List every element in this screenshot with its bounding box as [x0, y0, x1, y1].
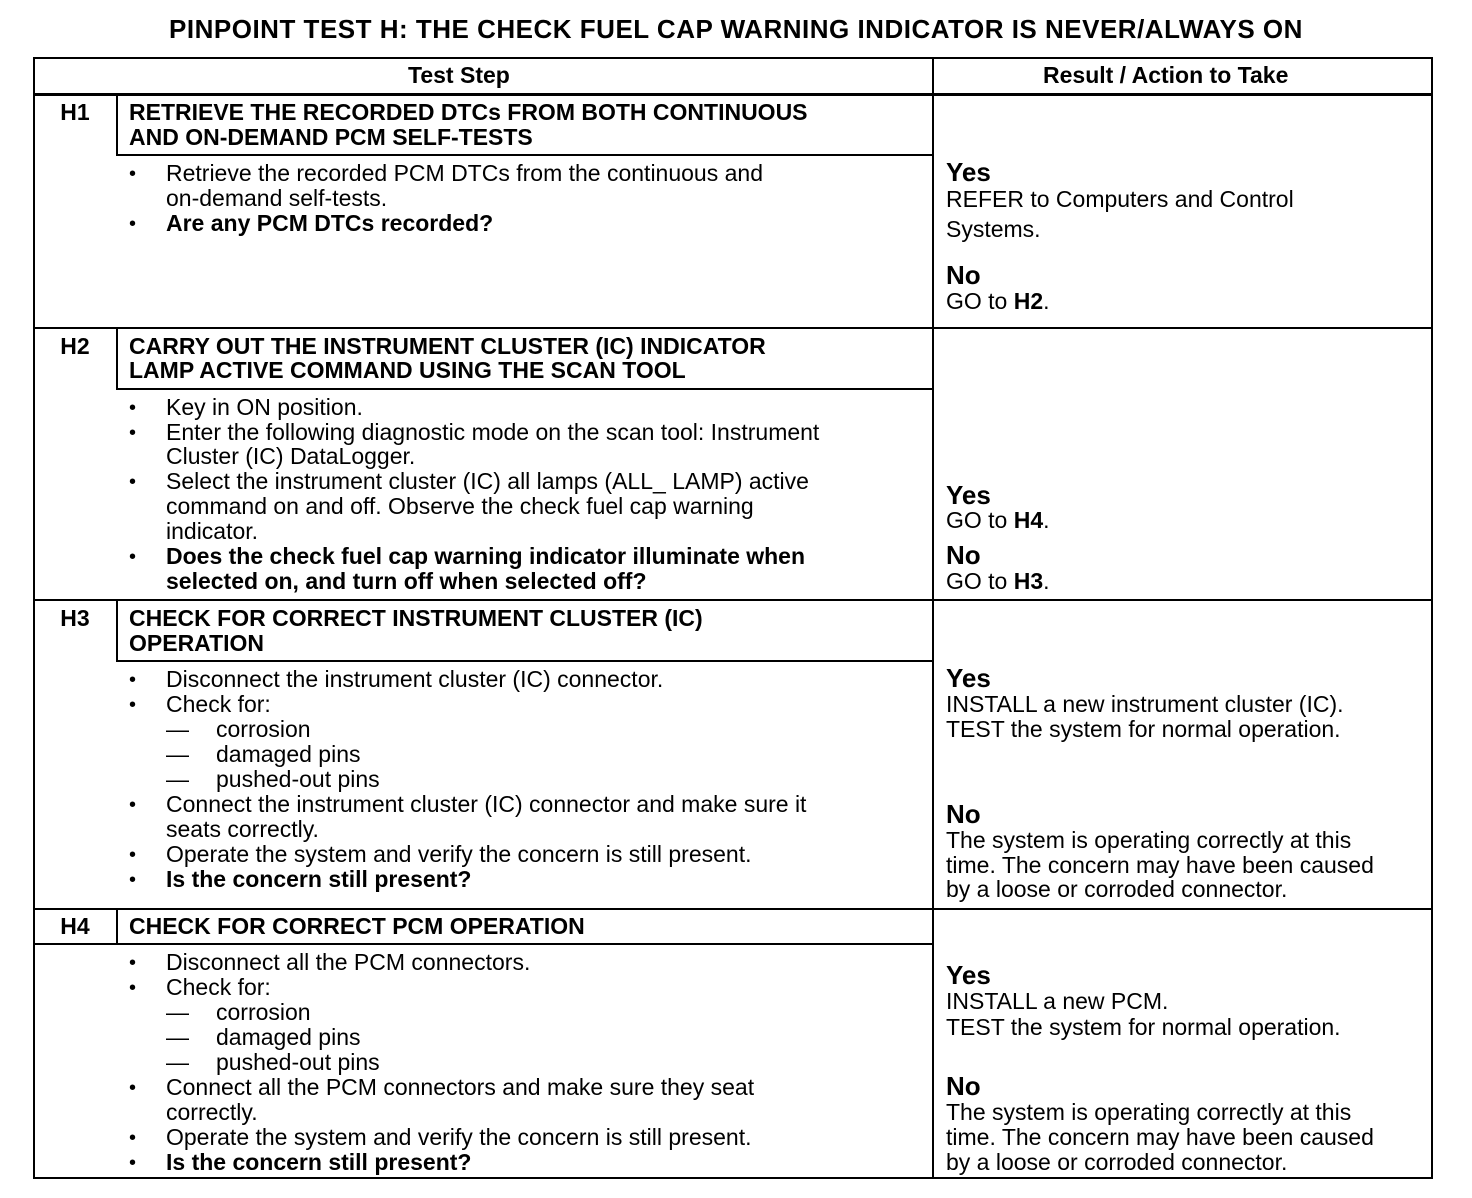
bullet-icon: •: [129, 794, 137, 816]
bullet-icon: •: [129, 163, 137, 185]
step-heading-divider: [116, 660, 933, 662]
dash-icon: —: [166, 1024, 189, 1050]
step-text: seats correctly.: [166, 816, 319, 842]
bullet-icon: •: [129, 546, 137, 568]
step-id: H1: [60, 99, 90, 125]
no-action: The system is operating correctly at this: [946, 827, 1352, 853]
pinpoint-test-table: [33, 57, 1433, 1179]
yes-label: Yes: [946, 480, 991, 510]
step-heading-line: RETRIEVE THE RECORDED DTCs FROM BOTH CONTINUOUS: [129, 99, 808, 125]
dash-icon: —: [166, 741, 189, 767]
step-heading-divider: [35, 943, 933, 945]
bullet-icon: •: [129, 952, 137, 974]
step-text: Key in ON position.: [166, 394, 363, 420]
step-question: selected on, and turn off when selected off?: [166, 568, 647, 594]
step-text: Operate the system and verify the concern is still present.: [166, 841, 752, 867]
step-question: Is the concern still present?: [166, 866, 472, 892]
yes-label: Yes: [946, 157, 991, 187]
bullet-icon: •: [129, 694, 137, 716]
step-question: Does the check fuel cap warning indicator illuminate when: [166, 543, 806, 569]
yes-label: Yes: [946, 663, 991, 693]
step-text: indicator.: [166, 518, 259, 544]
step-subitem: corrosion: [216, 716, 311, 742]
bullet-icon: •: [129, 1152, 137, 1174]
step-question: Is the concern still present?: [166, 1149, 472, 1175]
yes-action: TEST the system for normal operation.: [946, 716, 1341, 742]
step-text: Connect all the PCM connectors and make sure they seat: [166, 1074, 755, 1100]
yes-action: GO to H4.: [946, 507, 1050, 533]
step-text: Connect the instrument cluster (IC) connector and make sure it: [166, 791, 807, 817]
bullet-icon: •: [129, 869, 137, 891]
step-heading-divider: [116, 154, 933, 156]
header-test-step: Test Step: [408, 62, 510, 88]
step-text: Disconnect all the PCM connectors.: [166, 949, 531, 975]
step-heading-line: CHECK FOR CORRECT PCM OPERATION: [129, 913, 585, 939]
step-heading-line: CHECK FOR CORRECT INSTRUMENT CLUSTER (IC): [129, 605, 703, 631]
step-text: Check for:: [166, 974, 271, 1000]
bullet-icon: •: [129, 977, 137, 999]
bullet-icon: •: [129, 397, 137, 419]
bullet-icon: •: [129, 422, 137, 444]
step-subitem: corrosion: [216, 999, 311, 1025]
step-text: Cluster (IC) DataLogger.: [166, 443, 416, 469]
dash-icon: —: [166, 999, 189, 1025]
id-column-divider: [116, 601, 118, 661]
step-text: correctly.: [166, 1099, 258, 1125]
step-question: Are any PCM DTCs recorded?: [166, 210, 494, 236]
header-result-action: Result / Action to Take: [1043, 62, 1289, 88]
no-label: No: [946, 540, 981, 570]
bullet-icon: •: [129, 1127, 137, 1149]
step-text: Disconnect the instrument cluster (IC) connector.: [166, 666, 664, 692]
no-action: The system is operating correctly at this: [946, 1099, 1352, 1125]
step-subitem: pushed-out pins: [216, 766, 380, 792]
yes-action: INSTALL a new instrument cluster (IC).: [946, 691, 1344, 717]
step-id: H4: [60, 913, 90, 939]
id-column-divider: [116, 910, 118, 945]
bullet-icon: •: [129, 213, 137, 235]
no-action: GO to H2.: [946, 288, 1050, 314]
bullet-icon: •: [129, 1077, 137, 1099]
yes-action: Systems.: [946, 216, 1041, 242]
step-divider: [35, 327, 1433, 329]
dash-icon: —: [166, 766, 189, 792]
step-text: Select the instrument cluster (IC) all lamps (ALL_ LAMP) active: [166, 468, 809, 494]
step-subitem: pushed-out pins: [216, 1049, 380, 1075]
step-text: Retrieve the recorded PCM DTCs from the continuous and: [166, 160, 763, 186]
step-id: H2: [60, 333, 90, 359]
step-subitem: damaged pins: [216, 1024, 361, 1050]
step-divider: [35, 599, 1433, 601]
step-heading-line: AND ON-DEMAND PCM SELF-TESTS: [129, 124, 533, 150]
yes-action: TEST the system for normal operation.: [946, 1014, 1341, 1040]
id-column-divider: [116, 96, 118, 155]
no-label: No: [946, 799, 981, 829]
yes-action: INSTALL a new PCM.: [946, 988, 1169, 1014]
dash-icon: —: [166, 1049, 189, 1075]
step-heading-divider: [116, 388, 933, 390]
step-text: command on and off. Observe the check fuel cap warning: [166, 493, 754, 519]
step-heading-line: CARRY OUT THE INSTRUMENT CLUSTER (IC) INDICATOR: [129, 333, 766, 359]
step-text: Operate the system and verify the concern is still present.: [166, 1124, 752, 1150]
no-label: No: [946, 260, 981, 290]
dash-icon: —: [166, 716, 189, 742]
no-action: by a loose or corroded connector.: [946, 876, 1288, 902]
bullet-icon: •: [129, 669, 137, 691]
step-divider: [35, 908, 1433, 910]
no-action: time. The concern may have been caused: [946, 1124, 1374, 1150]
no-action: GO to H3.: [946, 568, 1050, 594]
column-divider: [932, 59, 934, 1179]
bullet-icon: •: [129, 844, 137, 866]
step-heading-line: LAMP ACTIVE COMMAND USING THE SCAN TOOL: [129, 357, 686, 383]
header-divider: [35, 93, 1433, 96]
step-id: H3: [60, 605, 90, 631]
yes-action: REFER to Computers and Control: [946, 186, 1294, 212]
step-subitem: damaged pins: [216, 741, 361, 767]
id-column-divider: [116, 329, 118, 389]
page-title: PINPOINT TEST H: THE CHECK FUEL CAP WARNING INDICATOR IS NEVER/ALWAYS ON: [169, 14, 1303, 44]
no-label: No: [946, 1071, 981, 1101]
yes-label: Yes: [946, 960, 991, 990]
no-action: by a loose or corroded connector.: [946, 1149, 1288, 1175]
step-text: Check for:: [166, 691, 271, 717]
step-heading-line: OPERATION: [129, 630, 265, 656]
step-text: Enter the following diagnostic mode on the scan tool: Instrument: [166, 419, 820, 445]
step-text: on-demand self-tests.: [166, 185, 388, 211]
bullet-icon: •: [129, 471, 137, 493]
no-action: time. The concern may have been caused: [946, 852, 1374, 878]
